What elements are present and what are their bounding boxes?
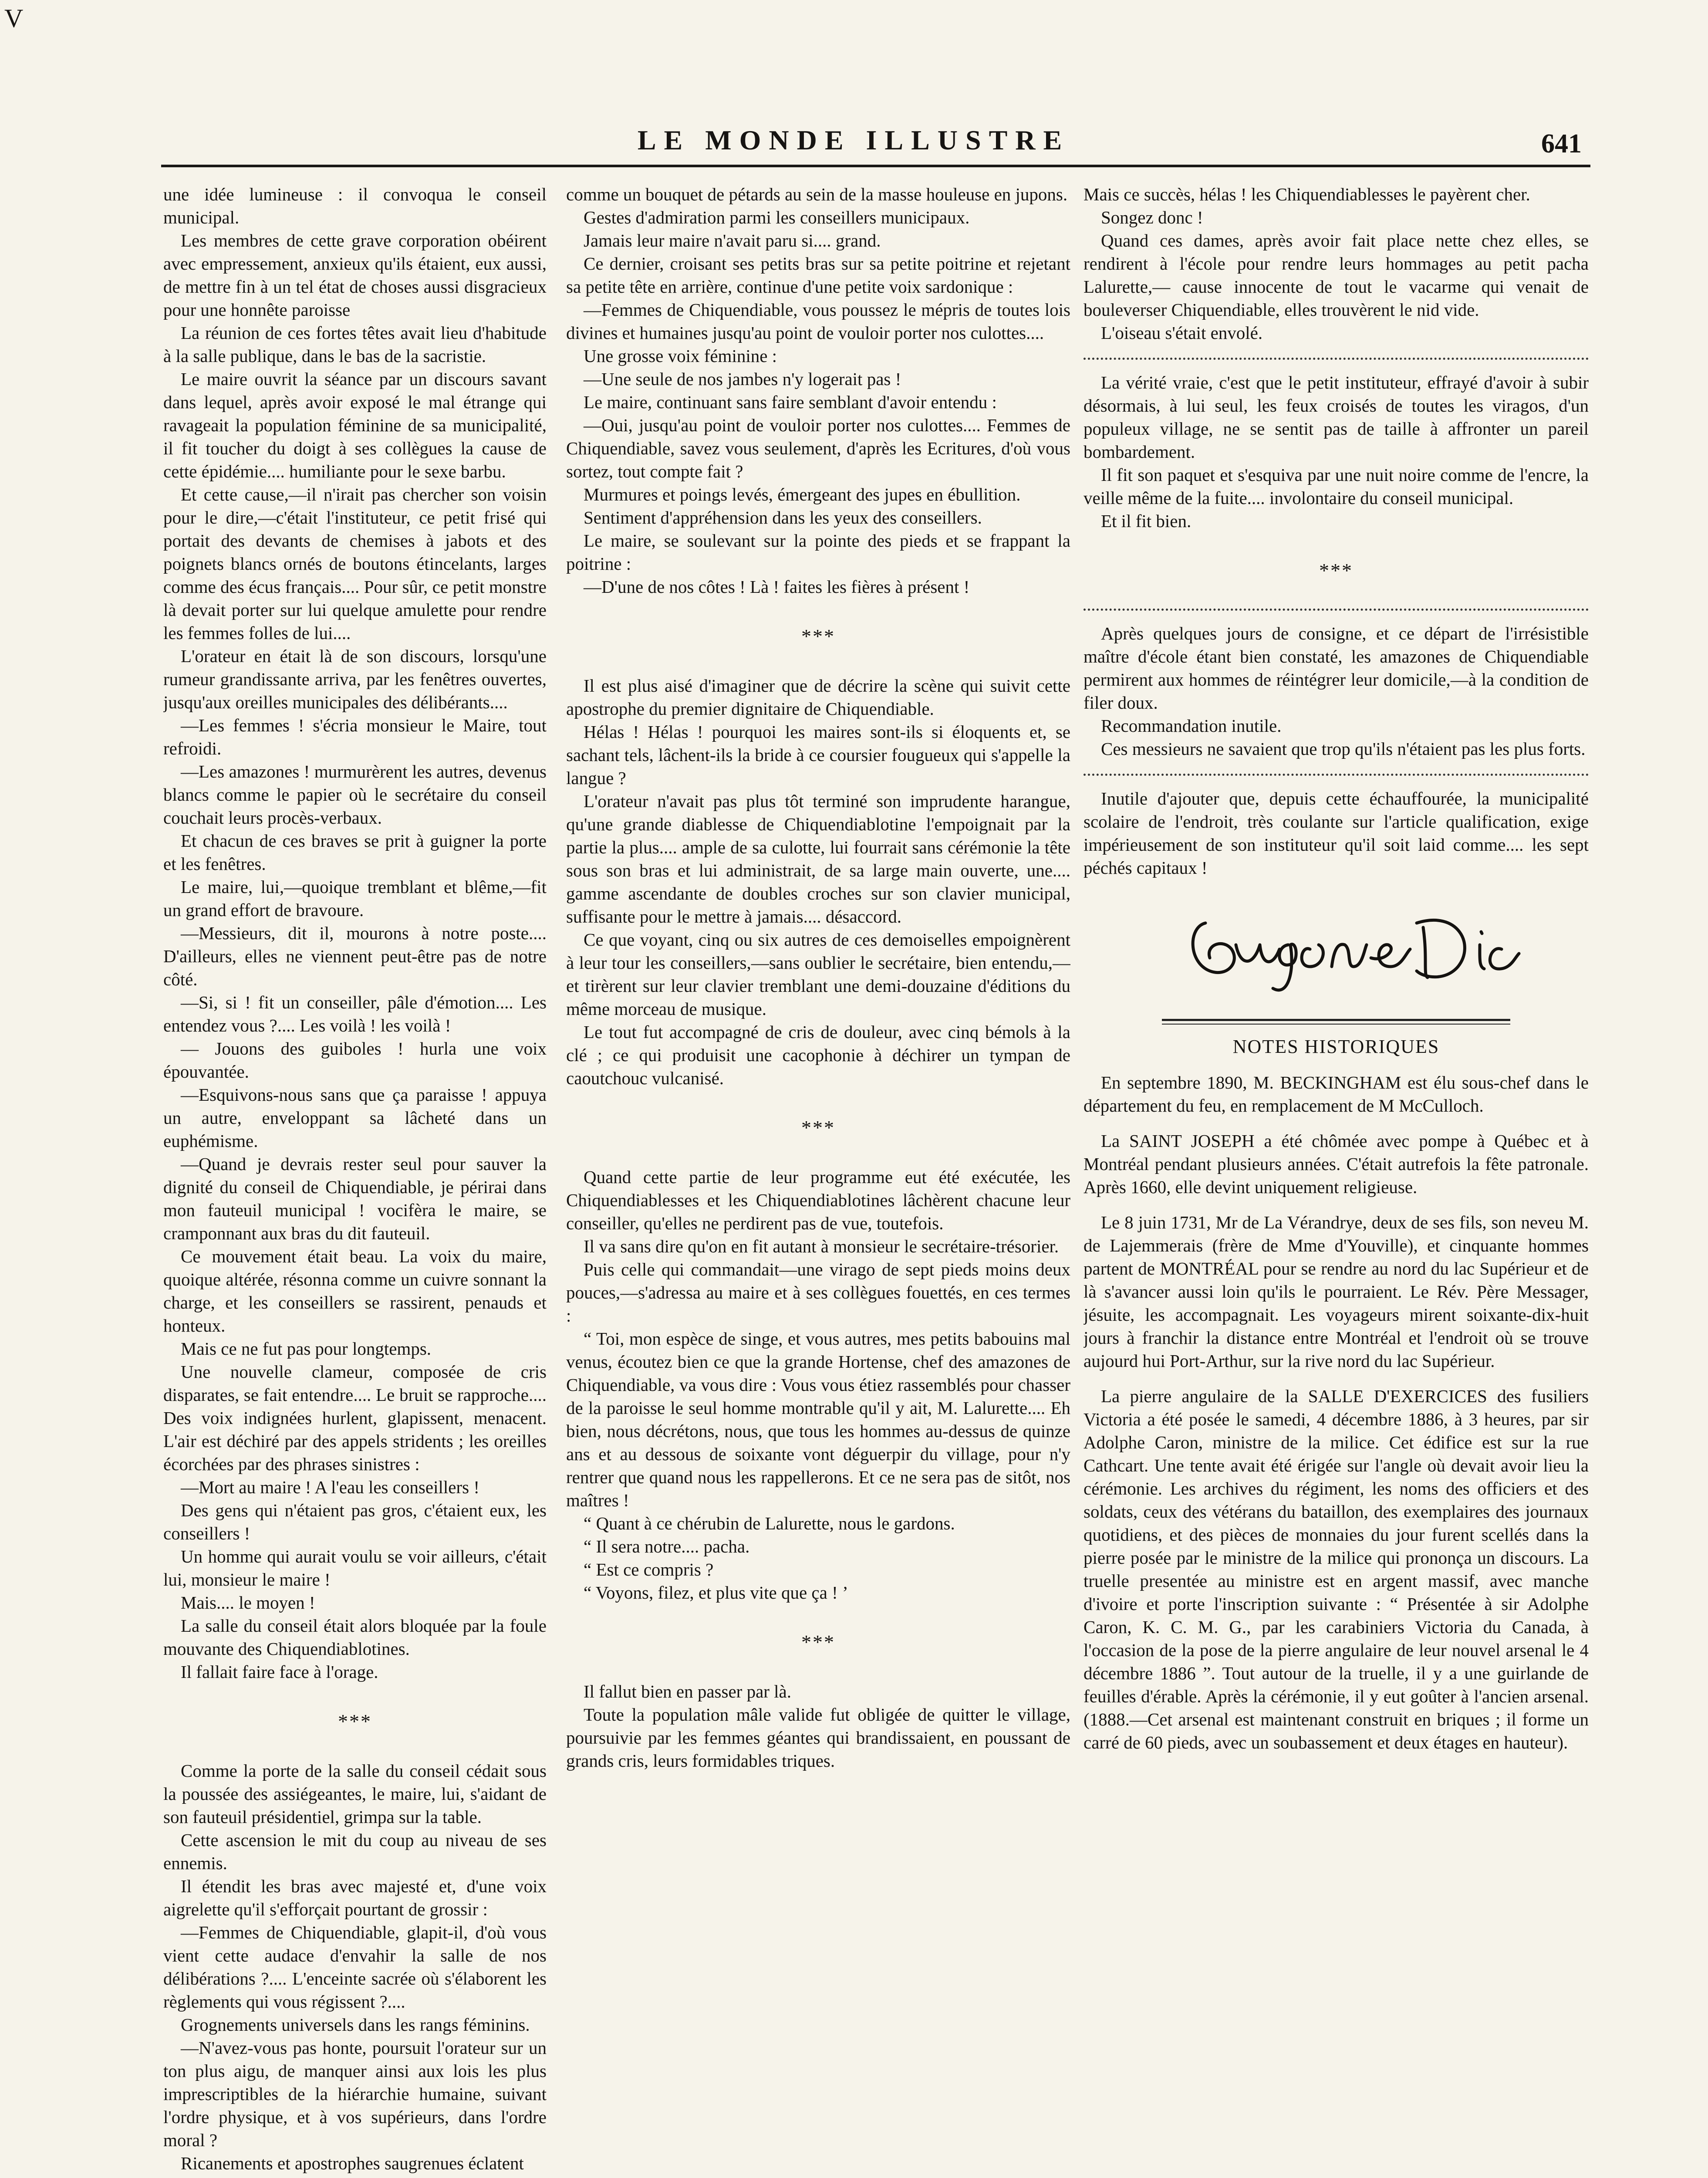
notes-rule	[1162, 1019, 1510, 1021]
paragraph: Ces messieurs ne savaient que trop qu'ils n'étaient pas les plus forts.	[1101, 739, 1586, 759]
notes-title: NOTES HISTORIQUES	[1232, 1036, 1440, 1057]
paragraph: La salle du conseil était alors bloquée par la foule mouvante des Chiquendiablotines.	[163, 1616, 547, 1659]
paragraph: Ricanements et apostrophes saugrenues éclatent	[181, 2153, 524, 2173]
paragraph: Le tout fut accompagné de cris de douleur, avec cinq bémols à la clé ; ce qui produisit une cacophonie à déchirer un tympan de caoutchouc vulcanisé.	[566, 1022, 1070, 1088]
paragraph: “ Voyons, filez, et plus vite que ça ! ’	[584, 1583, 848, 1603]
note-gap	[1084, 1373, 1589, 1385]
paragraph: Il étendit les bras avec majesté et, d'une voix aigrelette qu'il s'efforçait pourtant de grossir :	[163, 1876, 547, 1919]
paragraph: Il fit son paquet et s'esquiva par une nuit noire comme de l'encre, la veille même de la fuite.... involontaire du conseil municipal.	[1084, 465, 1589, 508]
paragraph: Il est plus aisé d'imaginer que de décrire la scène qui suivit cette apostrophe du premier dignitaire de Chiquendiable.	[566, 676, 1070, 719]
paragraph: Le maire, se soulevant sur la pointe des pieds et se frappant la poitrine :	[566, 531, 1070, 574]
paragraph: Il fallut bien en passer par là.	[584, 1681, 792, 1701]
paragraph: Et chacun de ces braves se prit à guigner la porte et les fenêtres.	[163, 831, 547, 874]
paragraph: Une nouvelle clameur, composée de cris disparates, se fait entendre.... Le bruit se rapproche.... Des voix indignées hurlent, glapissent, menacent. L'air est déchiré par des appels stridents ; les oreilles écorchées par des phrases sinistres :	[163, 1362, 547, 1474]
paragraph: Jamais leur maire n'avait paru si.... grand.	[584, 230, 881, 250]
paragraph: —Les femmes ! s'écria monsieur le Maire, tout refroidi.	[163, 715, 547, 758]
note-paragraph: La pierre angulaire de la SALLE D'EXERCICES des fusiliers Victoria a été posée le samedi, 4 décembre 1886, à 3 heures, par sir Adolphe Caron, ministre de la milice. Cet édifice est sur la rue Cathcart. Une tente avait été érigée sur l'angle où devait avoir lieu la cérémonie. Les archives du régiment, les noms des officiers et des soldats, ceux des vétérans du bataillon, des exemplaires des journaux quotidiens, et des pièces de monnaies du jour furent scellés dans la pierre posée par le ministre de la milice qui prononça un discours. La truelle presentée au ministre est en argent massif, avec manche d'ivoire et porte l'inscription suivante : “ Présentée à sir Adolphe Caron, K. C. M. G., par les carabiniers Victoria du Canada, à l'occasion de la pose de la pierre angulaire de leur nouvel arsenal le 4 décembre 1886 ”. Tout autour de la truelle, il y a une guirlande de feuilles d'érable. Après la cérémonie, il y eut goûter à l'ancien arsenal. (1888.—Cet arsenal est maintenant construit en briques ; il forme un carré de 60 pieds, avec un soubassement et deux étages en hauteur).	[1084, 1386, 1589, 1752]
paragraph: Mais.... le moyen !	[181, 1593, 315, 1613]
paragraph: Après quelques jours de consigne, et ce départ de l'irrésistible maître d'école étant bien constaté, les amazones de Chiquendiable permirent aux hommes de réintégrer leur domicile,—à la condition de filer doux.	[1084, 623, 1589, 713]
paragraph: Ce que voyant, cinq ou six autres de ces demoiselles empoignèrent à leur tour les conseillers,—sans oublier le secrétaire, bien entendu,—et tirèrent sur leur clavier tremblant une demi-douzaine d'éditions du même morceau de musique.	[566, 930, 1070, 1019]
dotted-separator	[1084, 358, 1589, 360]
masthead: LE MONDE ILLUSTRE	[637, 125, 1070, 156]
paragraph: Comme la porte de la salle du conseil cédait sous la poussée des assiégeantes, le maire, lui, s'aidant de son fauteuil présidentiel, grimpa sur la table.	[163, 1761, 547, 1827]
paragraph: —D'une de nos côtes ! Là ! faites les fières à présent !	[584, 577, 970, 597]
paragraph: Mais ce ne fut pas pour longtemps.	[181, 1339, 432, 1359]
paragraph: Toute la population mâle valide fut obligée de quitter le village, poursuivie par les femmes géantes qui brandissaient, en poussant de grands cris, leurs formidables triques.	[566, 1705, 1070, 1771]
paragraph: Une grosse voix féminine :	[584, 346, 777, 366]
paragraph: Des gens qui n'étaient pas gros, c'étaient eux, les conseillers !	[163, 1500, 547, 1543]
signature-graphic	[1179, 897, 1528, 1001]
paragraph: Les membres de cette grave corporation obéirent avec empressement, anxieux qu'ils étaient, eux aussi, de mettre fin à un tel état de choses aussi disgracieux pour une honnête paroisse	[163, 230, 547, 320]
column-1	[163, 183, 547, 2178]
paragraph: —Quand je devrais rester seul pour sauver la dignité du conseil de Chiquendiable, je périrai dans mon fauteuil municipal ! vocifèra le maire, se cramponnant aux bras du dit fauteuil.	[163, 1154, 547, 1243]
paragraph: —Les amazones ! murmurèrent les autres, devenus blancs comme le papier où le secrétaire du conseil couchait leurs procès-verbaux.	[163, 761, 547, 828]
paragraph: L'orateur n'avait pas plus tôt terminé son imprudente harangue, qu'une grande diablesse de Chiquendiablotine l'empoignait par la partie la plus.... ample de sa culotte, lui fourrait sans cérémonie la tête sous son bras et lui administrait, de sa large main ouverte, une.... gamme ascendante de doubles croches sur son clavier municipal, suffisante pour le mettre à jamais.... désaccord.	[566, 791, 1070, 927]
paragraph: Quand ces dames, après avoir fait place nette chez elles, se rendirent à l'école pour rendre leurs hommages au petit pacha Lalurette,— cause innocente de tout le vacarme qui venait de bouleverser Chiquendiable, elles trouvèrent le nid vide.	[1084, 230, 1589, 320]
paragraph: —Femmes de Chiquendiable, vous poussez le mépris de toutes lois divines et humaines jusqu'au point de vouloir porter nos culottes....	[566, 300, 1070, 343]
paragraph: Inutile d'ajouter que, depuis cette échauffourée, la municipalité scolaire de l'endroit, très coulante sur l'article qualification, exige impérieusement de son instituteur qu'il soit laid comme.... les sept péchés capitaux !	[1084, 788, 1589, 878]
corner-mark: V	[4, 4, 24, 33]
paragraph: Quand cette partie de leur programme eut été exécutée, les Chiquendiablesses et les Chiquendiablotines lâchèrent chacune leur conseiller, qu'elles ne perdirent pas de vue, toutefois.	[566, 1167, 1070, 1233]
note-paragraph: Le 8 juin 1731, Mr de La Vérandrye, deux de ses fils, son neveu M. de Lajemmerais (frère de Mme d'Youville), et cinquante hommes partent de MONTRÉAL pour se rendre au nord du lac Supérieur et de là s'avancer aussi loin qu'ils le pourraient. Le Rév. Père Messager, jésuite, les accompagnait. Les voyageurs mirent soixante-dix-huit jours à franchir la distance entre Montréal et l'endroit où se trouve aujourd hui Port-Arthur, sur la rive nord du lac Supérieur.	[1084, 1212, 1589, 1371]
section-dinkus: ***	[338, 1710, 372, 1732]
paragraph: Puis celle qui commandait—une virago de sept pieds moins deux pouces,—s'adressa au maire et à ses collègues fouettés, en ces termes :	[566, 1259, 1070, 1326]
note-paragraph: En septembre 1890, M. BECKINGHAM est élu sous-chef dans le département du feu, en remplacement de M McCulloch.	[1084, 1072, 1589, 1116]
paragraph: Ce mouvement était beau. La voix du maire, quoique altérée, résonna comme un cuivre sonnant la charge, et les conseillers se rassirent, penauds et honteux.	[163, 1246, 547, 1336]
paragraph: “ Est ce compris ?	[584, 1559, 714, 1579]
paragraph: —Esquivons-nous sans que ça paraisse ! appuya un autre, enveloppant sa lâcheté dans un euphémisme.	[163, 1085, 547, 1151]
author-signature	[1084, 897, 1589, 1006]
paragraph: Hélas ! Hélas ! pourquoi les maires sont-ils si éloquents et, se sachant tels, lâchent-ils la bride à ce coursier fougueux qui s'appelle la langue ?	[566, 722, 1070, 788]
paragraph: Le maire ouvrit la séance par un discours savant dans lequel, après avoir exposé le mal étrange qui ravageait la population féminine de sa municipalité, il fit toucher du doigt à ses collègues la cause de cette épidémie.... humiliante pour le sexe barbu.	[163, 369, 547, 481]
section-dinkus: ***	[801, 625, 835, 647]
paragraph: —Oui, jusqu'au point de vouloir porter nos culottes.... Femmes de Chiquendiable, savez vous seulement, d'après les Ecritures, d'où vous sortez, tout compte fait ?	[566, 415, 1070, 481]
paragraph: —Mort au maire ! A l'eau les conseillers !	[181, 1477, 479, 1497]
note-gap	[1084, 1199, 1589, 1211]
paragraph: Et cette cause,—il n'irait pas chercher son voisin pour le dire,—c'était l'instituteur, ce petit frisé qui portait des devants de chemises à jabots et des poignets blancs ornés de boutons étincelants, larges comme des écus français.... Pour sûr, ce petit monstre là devait porter sur lui quelque amulette pour rendre les femmes folles de lui....	[163, 484, 547, 643]
paragraph: —Une seule de nos jambes n'y logerait pas !	[584, 369, 901, 389]
paragraph: La vérité vraie, c'est que le petit instituteur, effrayé d'avoir à subir désormais, à lui seul, les feux croisés de toutes les viragos, d'un populeux village, ne se sentit pas de taille à affronter un pareil bombardement.	[1084, 372, 1589, 462]
paragraph: “ Quant à ce chérubin de Lalurette, nous le gardons.	[584, 1513, 955, 1533]
paragraph: Le maire, continuant sans faire semblant d'avoir entendu :	[584, 392, 997, 412]
paragraph: “ Il sera notre.... pacha.	[584, 1536, 750, 1556]
paragraph: Un homme qui aurait voulu se voir ailleurs, c'était lui, monsieur le maire !	[163, 1546, 547, 1590]
note-gap	[1084, 1117, 1589, 1130]
section-dinkus: ***	[801, 1631, 835, 1653]
paragraph: une idée lumineuse : il convoqua le conseil municipal.	[163, 184, 547, 227]
header-rule	[161, 165, 1590, 167]
paragraph: Et il fit bien.	[1101, 511, 1192, 531]
paragraph: —Messieurs, dit il, mourons à notre poste.... D'ailleurs, elles ne viennent peut-être pas de notre côté.	[163, 923, 547, 989]
paragraph: —Femmes de Chiquendiable, glapit-il, d'où vous vient cette audace d'envahir la salle de nos délibérations ?.... L'enceinte sacrée où s'élaborent les règlements qui vous régissent ?....	[163, 1922, 547, 2012]
paragraph: “ Toi, mon espèce de singe, et vous autres, mes petits babouins mal venus, écoutez bien ce que la grande Hortense, chef des amazones de Chiquendiable, va vous dire : Vous vous étiez rassemblés pour chasser de la paroisse le seul homme montrable qu'il y ait, M. Lalurette.... Eh bien, nous décrétons, nous, que tous les hommes au-dessus de quinze ans et au dessous de soixante vont déguerpir du village, pour n'y rentrer que quand nous les rappellerons. Et ce ne sera pas de sitôt, nos maîtres !	[566, 1329, 1070, 1510]
section-dinkus: ***	[1319, 559, 1353, 582]
page-number: 641	[1541, 129, 1582, 159]
notes-rule-thin	[1162, 1024, 1510, 1025]
paragraph: Grognements universels dans les rangs féminins.	[181, 2015, 530, 2035]
section-dinkus: ***	[801, 1116, 835, 1139]
dotted-separator	[1084, 774, 1589, 776]
paragraph: Mais ce succès, hélas ! les Chiquendiablesses le payèrent cher.	[1084, 184, 1530, 204]
paragraph: L'orateur en était là de son discours, lorsqu'une rumeur grandissante arriva, par les fenêtres ouvertes, jusqu'aux oreilles municipales des délibérants....	[163, 646, 547, 712]
paragraph: — Jouons des guiboles ! hurla une voix épouvantée.	[163, 1038, 547, 1082]
paragraph: Ce dernier, croisant ses petits bras sur sa petite poitrine et rejetant sa petite tête en arrière, continue d'une petite voix sardonique :	[566, 254, 1070, 297]
paragraph: Recommandation inutile.	[1101, 716, 1282, 736]
paragraph: Cette ascension le mit du coup au niveau de ses ennemis.	[163, 1830, 547, 1873]
paragraph: —N'avez-vous pas honte, poursuit l'orateur sur un ton plus aigu, de manquer ainsi aux lois les plus imprescriptibles de la hiérarchie humaine, suivant l'ordre physique, et à vos supérieurs, dans l'ordre moral ?	[163, 2038, 547, 2150]
paragraph: Il fallait faire face à l'orage.	[181, 1662, 378, 1682]
paragraph: Il va sans dire qu'on en fit autant à monsieur le secrétaire-trésorier.	[584, 1236, 1059, 1256]
paragraph: Sentiment d'appréhension dans les yeux des conseillers.	[584, 507, 982, 528]
paragraph: Murmures et poings levés, émergeant des jupes en ébullition.	[584, 484, 1021, 504]
paragraph: L'oiseau s'était envolé.	[1101, 323, 1263, 343]
paragraph: comme un bouquet de pétards au sein de la masse houleuse en jupons.	[566, 184, 1068, 204]
dotted-separator	[1084, 609, 1589, 611]
column-2	[566, 183, 1070, 2178]
column-3	[1084, 183, 1589, 2178]
note-paragraph: La SAINT JOSEPH a été chômée avec pompe à Québec et à Montréal pendant plusieurs années. C'était autrefois la fête patronale. Après 1660, elle devint uniquement religieuse.	[1084, 1131, 1589, 1197]
paragraph: Gestes d'admiration parmi les conseillers municipaux.	[584, 207, 970, 227]
paragraph: La réunion de ces fortes têtes avait lieu d'habitude à la salle publique, dans le bas de la sacristie.	[163, 323, 547, 366]
paragraph: Le maire, lui,—quoique tremblant et blême,—fit un grand effort de bravoure.	[163, 877, 547, 920]
paragraph: —Si, si ! fit un conseiller, pâle d'émotion.... Les entendez vous ?.... Les voilà ! les voilà !	[163, 992, 547, 1035]
paragraph: Songez donc !	[1101, 207, 1203, 227]
